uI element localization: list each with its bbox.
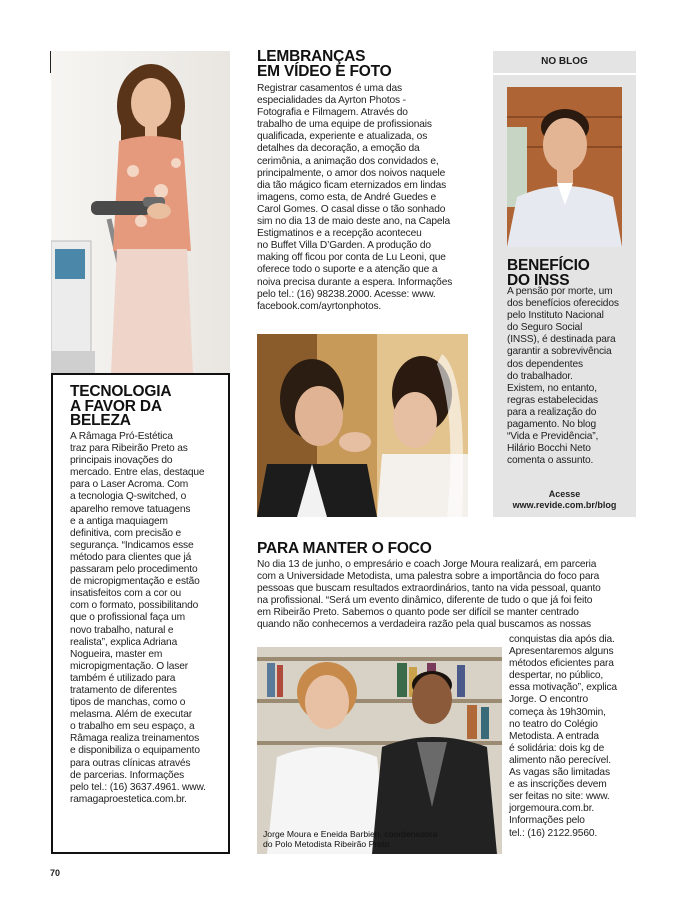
text-line: do trabalhador.: [507, 370, 573, 382]
title-line: BENEFÍCIO: [507, 257, 590, 274]
photo-focus-event: [257, 647, 502, 854]
text-line: na profissional. “Será um evento dinâmico, diferente de tudo o que já foi feito: [257, 595, 593, 607]
text-line: para o Laser Acroma. Com: [70, 479, 189, 491]
text-line: principalmente, o amor dos noivos naquele: [257, 167, 446, 179]
text-line: dos dependentes: [507, 358, 583, 370]
blog-link-url[interactable]: www.revide.com.br/blog: [512, 500, 617, 510]
text-line: Estigmatinos e a recepção aconteceu: [257, 228, 422, 240]
text-line: realista”, explica Adriana: [70, 636, 178, 648]
text-line: dos benefícios oferecidos: [507, 298, 619, 310]
text-line: Hilário Bocchi Neto: [507, 443, 591, 455]
blog-link[interactable]: [493, 489, 636, 511]
title-line: LEMBRANÇAS: [257, 48, 366, 65]
text-line: (INSS), é destinada para: [507, 334, 616, 346]
text-line: com o formato, possibilitando: [70, 600, 199, 612]
text-line: dia tão mágico ficam eternizados em lindas: [257, 179, 447, 191]
text-line: comenta o assunto.: [507, 455, 594, 467]
text-line: mercado. Entre elas, destaque: [70, 467, 205, 479]
text-line: para outras clínicas através: [70, 757, 191, 769]
text-line: As vagas são limitadas: [509, 767, 610, 779]
article-body-focus-narrow: [509, 634, 637, 840]
text-line: alimento não perecível.: [509, 754, 611, 766]
text-line: e disponibiliza o equipamento: [70, 745, 200, 757]
text-line: traz para Ribeirão Preto as: [70, 443, 188, 455]
text-line: passaram pelo procedimento: [70, 564, 198, 576]
title-line: TECNOLOGIA: [70, 383, 172, 400]
text-line: sim no dia 13 de maio deste ano, na Capela: [257, 216, 451, 228]
title-line: DO INSS: [507, 271, 570, 289]
text-line: Râmaga realiza treinamentos: [70, 733, 200, 745]
caption-line: Jorge Moura e Eneida Barbieri, coordenadora: [263, 829, 438, 839]
text-line: facebook.com/ayrtonphotos.: [257, 300, 382, 312]
page-number: 70: [50, 868, 61, 878]
text-line: no Buffet Villa D’Garden. A produção do: [257, 240, 431, 252]
text-line: de micropigmentação e estão: [70, 576, 200, 588]
text-line: ramagaproestetica.com.br.: [70, 793, 187, 805]
title-line: BELEZA: [70, 412, 131, 429]
text-line: despertar, no público,: [509, 670, 604, 682]
text-line: Nogueira, master em: [70, 648, 163, 660]
text-line: melasma. Além de executar: [70, 709, 192, 721]
text-line: pagamento. No blog: [507, 419, 597, 431]
text-line: para a realização do: [507, 406, 597, 418]
text-line: aparelho remove tatuagens: [70, 503, 191, 515]
text-line: “Vida e Previdência”,: [507, 431, 599, 443]
text-line: com a Universidade Metodista, uma palestra sobre a importância do foco para: [257, 571, 600, 583]
text-line: Informações pelo: [509, 815, 585, 827]
photo-blog-author: [507, 87, 622, 247]
photo-laser-specialist: [51, 51, 230, 373]
caption-line: do Polo Metodista Ribeirão Preto: [263, 839, 390, 849]
text-line: em Ribeirão Preto. Sabemos o quanto pode ser difícil se manter centrado: [257, 607, 579, 619]
text-line: segurança. “Indicamos esse: [70, 539, 194, 551]
sidebar-blog-box: [493, 51, 636, 517]
text-line: A pensão por morte, um: [507, 286, 613, 297]
text-line: pelo Instituto Nacional: [507, 310, 604, 322]
text-line: de parcerias. Informações: [70, 769, 185, 781]
text-line: detalhes da decoração, a emoção da: [257, 143, 420, 155]
text-line: começa às 19h30min,: [509, 706, 606, 718]
text-line: definitiva, com precisão e: [70, 527, 182, 539]
text-line: garantir a sobrevivência: [507, 346, 612, 358]
text-line: tipos de manchas, como o: [70, 697, 186, 709]
text-line: tratamento de diferentes: [70, 684, 177, 696]
text-line: novo trabalho, natural e: [70, 624, 174, 636]
text-line: do Seguro Social: [507, 322, 583, 334]
article-title-memories: [257, 50, 392, 79]
text-line: e a antiga maquiagem: [70, 515, 168, 527]
text-line: essa motivação”, explica: [509, 682, 617, 694]
text-line: e as inscrições devem: [509, 779, 607, 791]
text-line: making off ficou por conta de Lu Leoni, que: [257, 252, 446, 264]
article-body-focus-wide: [257, 559, 637, 632]
text-line: ser feitas no site: www.: [509, 791, 610, 803]
article-title-focus: PARA MANTER O FOCO: [257, 540, 432, 557]
blog-header: NO BLOG: [493, 51, 636, 75]
text-line: imagens, como esta, de André Guedes e: [257, 191, 437, 203]
text-line: pelo tel.: (16) 98238.2000. Acesse: www.: [257, 288, 436, 300]
text-line: Apresentaremos alguns: [509, 646, 614, 658]
article-title-beauty-tech: [70, 385, 171, 429]
text-line: é solidária: dois kg de: [509, 742, 605, 754]
text-line: trabalho de uma equipe de profissionais: [257, 119, 432, 131]
text-line: também é utilizado para: [70, 672, 176, 684]
text-line: Metodista. A entrada: [509, 730, 599, 742]
text-line: Existem, no entanto,: [507, 382, 597, 394]
text-line: jorgemoura.com.br.: [509, 803, 595, 815]
text-line: Jorge. O encontro: [509, 694, 588, 706]
text-line: tel.: (16) 2122.9560.: [509, 827, 598, 839]
text-line: métodos eficientes para: [509, 658, 614, 670]
text-line: no teatro do Colégio: [509, 718, 598, 730]
article-body-beauty-tech: [70, 431, 226, 806]
text-line: noiva precisa durante a espera. Informações: [257, 276, 453, 288]
blog-link-label: Acesse: [548, 489, 581, 499]
text-line: No dia 13 de junho, o empresário e coach Jorge Moura realizará, em parceria: [257, 559, 597, 570]
blog-article-title: [507, 259, 590, 288]
text-line: método para clientes que já: [70, 551, 192, 563]
text-line: principais inovações do: [70, 455, 173, 467]
text-line: o trabalho em seu espaço, a: [70, 721, 195, 733]
photo-wedding-couple: [257, 334, 468, 517]
text-line: qualificada, experiente e atualizada, os: [257, 131, 428, 143]
text-line: quando não conhecemos a verdadeira razão pela qual buscamos as nossas: [257, 619, 591, 631]
text-line: Registrar casamentos é uma das: [257, 83, 402, 94]
text-line: conquistas dia após dia.: [509, 634, 615, 645]
article-body-memories: [257, 83, 469, 313]
text-line: Fotografia e Filmagem. Através do: [257, 107, 408, 119]
blog-article-body: [507, 286, 633, 467]
text-line: insatisfeitos com a cor ou: [70, 588, 182, 600]
title-line: EM VÍDEO E FOTO: [257, 62, 392, 80]
title-line: A FAVOR DA: [70, 397, 162, 415]
text-line: oferece todo o suporte e a atenção que a: [257, 264, 438, 276]
text-line: pessoas que buscam resultados extraordinários, tanto na vida pessoal, quanto: [257, 583, 601, 595]
text-line: Carol Gomes. O casal disse o tão sonhado: [257, 203, 446, 215]
text-line: especialidades da Ayrton Photos -: [257, 95, 406, 107]
text-line: pelo tel.: (16) 3637.4961. www.: [70, 781, 206, 793]
text-line: a tecnologia Q-switched, o: [70, 491, 187, 503]
text-line: micropigmentação. O laser: [70, 660, 188, 672]
text-line: que o profissional faça um: [70, 612, 186, 624]
photo-caption-focus: [263, 829, 463, 849]
text-line: regras estabelecidas: [507, 394, 599, 406]
text-line: cerimônia, a animação dos convidados e,: [257, 155, 439, 167]
text-line: A Râmaga Pró-Estética: [70, 431, 173, 442]
